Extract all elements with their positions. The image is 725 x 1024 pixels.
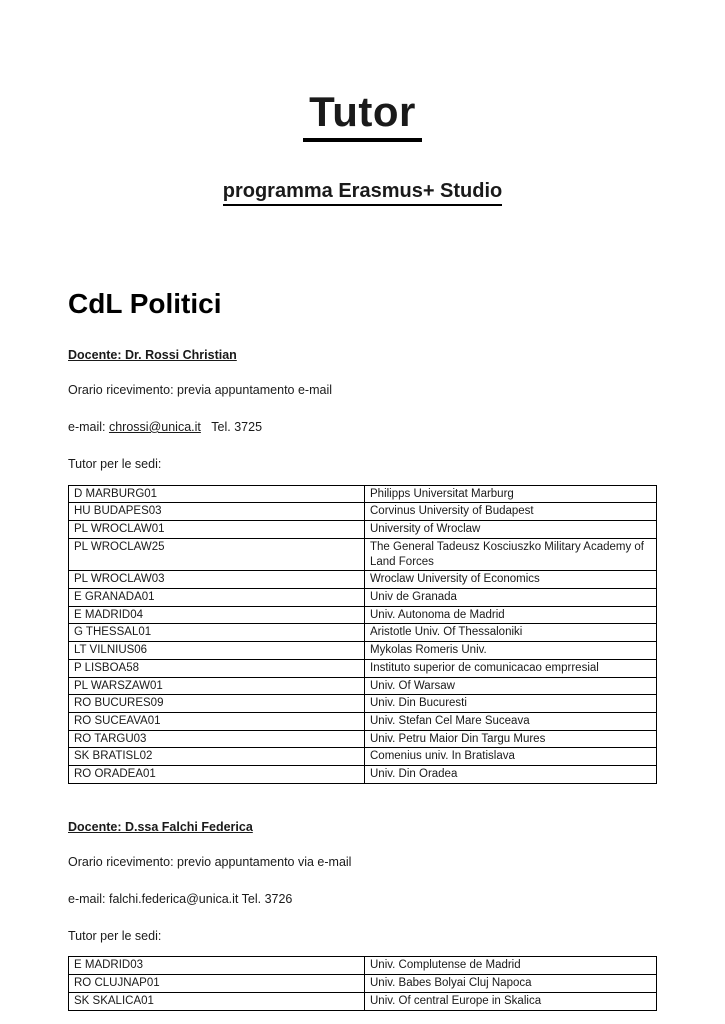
orario-text-2: Orario ricevimento: previo appuntamento via e-mail	[68, 854, 352, 869]
subtitle-wrap	[68, 180, 657, 206]
site-code-cell: PL WARSZAW01	[69, 677, 365, 695]
section-heading: CdL Politici	[68, 288, 222, 319]
university-cell: Instituto superior de comunicacao emprresial	[365, 659, 657, 677]
university-cell: Univ. Din Oradea	[365, 766, 657, 784]
site-code-cell: RO TARGU03	[69, 730, 365, 748]
docente-heading-1: Docente: Dr. Rossi Christian	[68, 348, 237, 362]
table-row	[69, 975, 657, 993]
university-cell: Univ. Din Bucuresti	[365, 695, 657, 713]
docente-heading-2: Docente: D.ssa Falchi Federica	[68, 819, 253, 834]
table-row	[69, 957, 657, 975]
email-line-1	[68, 419, 657, 436]
table-row	[69, 748, 657, 766]
table-row	[69, 992, 657, 1010]
site-code-cell: LT VILNIUS06	[69, 642, 365, 660]
table-row	[69, 642, 657, 660]
table-row	[69, 730, 657, 748]
university-cell: Mykolas Romeris Univ.	[365, 642, 657, 660]
university-cell: Aristotle Univ. Of Thessaloniki	[365, 624, 657, 642]
site-code-cell: RO ORADEA01	[69, 766, 365, 784]
sites-table-2	[68, 956, 657, 1010]
page-subtitle: programma Erasmus+ Studio	[223, 180, 503, 206]
university-cell: Univ. Autonoma de Madrid	[365, 606, 657, 624]
table-row	[69, 521, 657, 539]
site-code-cell: PL WROCLAW25	[69, 538, 365, 570]
orario-text-1: Orario ricevimento: previa appuntamento e-mail	[68, 383, 333, 397]
table-row	[69, 588, 657, 606]
site-code-cell: E GRANADA01	[69, 588, 365, 606]
table-row	[69, 606, 657, 624]
university-cell: Univ. Stefan Cel Mare Suceava	[365, 712, 657, 730]
university-cell: Univ. Petru Maior Din Targu Mures	[365, 730, 657, 748]
university-cell: Corvinus University of Budapest	[365, 503, 657, 521]
university-cell: Univ de Granada	[365, 588, 657, 606]
university-cell: Univ. Of Warsaw	[365, 677, 657, 695]
table-row	[69, 695, 657, 713]
sites-table-1	[68, 485, 657, 784]
email-line-2: e-mail: falchi.federica@unica.it Tel. 3726	[68, 891, 293, 906]
email-suffix: Tel. 3725	[200, 419, 263, 434]
site-code-cell: P LISBOA58	[69, 659, 365, 677]
university-cell: University of Wroclaw	[365, 521, 657, 539]
university-cell: Comenius univ. In Bratislava	[365, 748, 657, 766]
site-code-cell: RO SUCEAVA01	[69, 712, 365, 730]
university-cell: Philipps Universitat Marburg	[365, 485, 657, 503]
university-cell: Wroclaw University of Economics	[365, 571, 657, 589]
site-code-cell: E MADRID04	[69, 606, 365, 624]
table-row	[69, 766, 657, 784]
tutor-sedi-label-1: Tutor per le sedi:	[68, 456, 162, 471]
university-cell: The General Tadeusz Kosciuszko Military Academy of Land Forces	[365, 538, 657, 570]
table-row	[69, 485, 657, 503]
page-title: Tutor	[303, 88, 422, 142]
table-row	[69, 538, 657, 570]
site-code-cell: G THESSAL01	[69, 624, 365, 642]
title-wrap	[68, 88, 657, 142]
table-row	[69, 503, 657, 521]
university-cell: Univ. Of central Europe in Skalica	[365, 992, 657, 1010]
site-code-cell: PL WROCLAW03	[69, 571, 365, 589]
university-cell: Univ. Complutense de Madrid	[365, 957, 657, 975]
table-row	[69, 677, 657, 695]
site-code-cell: RO CLUJNAP01	[69, 975, 365, 993]
email-link[interactable]: chrossi@unica.it	[108, 419, 201, 434]
tutor-sedi-label-2: Tutor per le sedi:	[68, 928, 162, 943]
email-prefix: e-mail:	[68, 419, 109, 434]
university-cell: Univ. Babes Bolyai Cluj Napoca	[365, 975, 657, 993]
table-row	[69, 659, 657, 677]
site-code-cell: SK BRATISL02	[69, 748, 365, 766]
site-code-cell: HU BUDAPES03	[69, 503, 365, 521]
table-row	[69, 624, 657, 642]
site-code-cell: D MARBURG01	[69, 485, 365, 503]
site-code-cell: RO BUCURES09	[69, 695, 365, 713]
table-row	[69, 712, 657, 730]
table-row	[69, 571, 657, 589]
site-code-cell: PL WROCLAW01	[69, 521, 365, 539]
site-code-cell: E MADRID03	[69, 957, 365, 975]
site-code-cell: SK SKALICA01	[69, 992, 365, 1010]
